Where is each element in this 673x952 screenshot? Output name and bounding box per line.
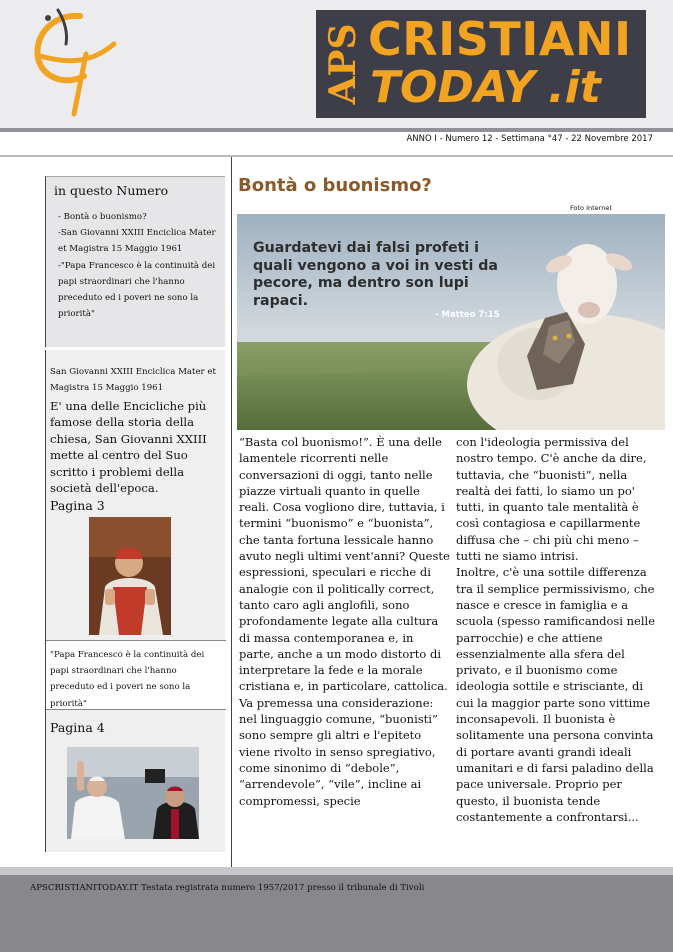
- masthead-title-cristiani: CRISTIANI: [368, 12, 632, 66]
- encyclical-heading: San Giovanni XXIII Enciclica Mater et Magistra 15 Maggio 1961: [50, 367, 216, 393]
- header-divider: [0, 128, 673, 132]
- article-column-2: [456, 434, 660, 825]
- issue-line: ANNO I - Numero 12 - Settimana °47 - 22 Novembre 2017: [406, 134, 653, 144]
- sheep-wolf-illustration: [237, 214, 665, 430]
- column-divider: [231, 157, 232, 867]
- masthead: [316, 10, 646, 118]
- quote-text: "Papa Francesco è la continuità dei papi straordinari che l'hanno preceduto ed i poveri ne sono la priorità": [50, 650, 205, 709]
- encyclical-summary: E' una delle Encicliche più famose della storia della chiesa, San Giovanni XXIII mette al centro del Suo scritto i problemi della società dell'epoca.: [50, 399, 207, 496]
- pope-john-xxiii-photo: [89, 517, 171, 635]
- svg-text:APS: APS: [322, 23, 364, 105]
- article-paragraph: Va premessa una considerazione: nel linguaggio comune, “buonisti” sono sempre gli altri e l'epiteto viene rivolto in senso spregiativo, come sinonimo di “debole”, “arrendevole”, “vile”, incline ai compromessi, specie: [239, 695, 438, 808]
- hero-citation: - Matteo 7:15: [435, 310, 500, 320]
- contents-list: [58, 209, 218, 322]
- pope-francis-photo: [67, 747, 199, 839]
- quote-box: [46, 640, 226, 710]
- aps-label: [320, 16, 366, 112]
- photo-credit: Foto Internet: [570, 204, 612, 212]
- footer-divider: [0, 867, 673, 875]
- contents-title: in questo Numero: [54, 183, 169, 198]
- article-column-1: [239, 434, 451, 809]
- sidebar-panel: [45, 350, 225, 852]
- article-paragraph: “Basta col buonismo!”. È una delle lamentele ricorrenti nelle conversazioni di oggi, tanto nelle piazze virtuali quanto in quelle reali. Cosa vogliono dire, tuttavia, i termini “buonismo” e “buonista”, che tanta fortuna lessicale hanno avuto negli ultimi vent'anni? Queste espressioni, speculari e ricche di analogie con il politically correct, tanto caro agli anglofili, sono profondamente legate alla cultura di massa contemporanea e, in parte, anche a un modo distorto di interpretare la fede e la morale cristiana e, in particolare, cattolica.: [239, 435, 450, 694]
- contents-item: -San Giovanni XXIII Enciclica Mater et Magistra 15 Maggio 1961: [58, 228, 216, 255]
- issue-divider: [0, 155, 673, 157]
- page-footer: [0, 875, 673, 952]
- article-title: Bontà o buonismo?: [238, 175, 432, 196]
- page-header: [0, 0, 673, 128]
- page-3-label: Pagina 3: [50, 498, 105, 513]
- page-4-label: Pagina 4: [50, 720, 105, 735]
- masthead-title-suffix: .it: [548, 62, 601, 113]
- article-paragraph: Inoltre, c'è una sottile differenza tra il semplice permissivismo, che nasce e cresce in famiglia e a scuola (spesso ramificandosi nelle parrocchie) e che attiene essenzialmente alla sfera del privato, e il buonismo come ideologia sottile e strisciante, di cui la maggior parte sono vittime inconsapevoli. Il buonista è solitamente una persona convinta di portare avanti grandi ideali umanitari e di farsi paladino della pace universale. Proprio per questo, il buonista tende costantemente a confrontarsi...: [456, 565, 656, 824]
- contents-item: - Bontà o buonismo?: [58, 212, 147, 222]
- contents-box: [45, 176, 225, 347]
- article-paragraph: con l'ideologia permissiva del nostro tempo. C'è anche da dire, tuttavia, che “buonisti”, nella realtà dei fatti, lo siamo un po' tutti, in quanto tale mentalità è così contagiosa e capillarmente diffusa che – chi più chi meno – tutti ne siamo intrisi.: [456, 435, 647, 564]
- fish-cross-logo: [22, 6, 118, 118]
- footer-registration: APSCRISTIANITODAY.IT Testata registrata numero 1957/2017 presso il tribunale di Tivoli: [30, 883, 425, 893]
- hero-quote: Guardatevi dai falsi profeti i quali vengono a voi in vesti da pecore, ma dentro son lupi rapaci.: [253, 240, 498, 309]
- contents-item: -"Papa Francesco è la continuità dei papi straordinari che l'hanno preceduto ed i poveri ne sono la priorità": [58, 260, 216, 320]
- masthead-title-today: TODAY: [370, 62, 535, 113]
